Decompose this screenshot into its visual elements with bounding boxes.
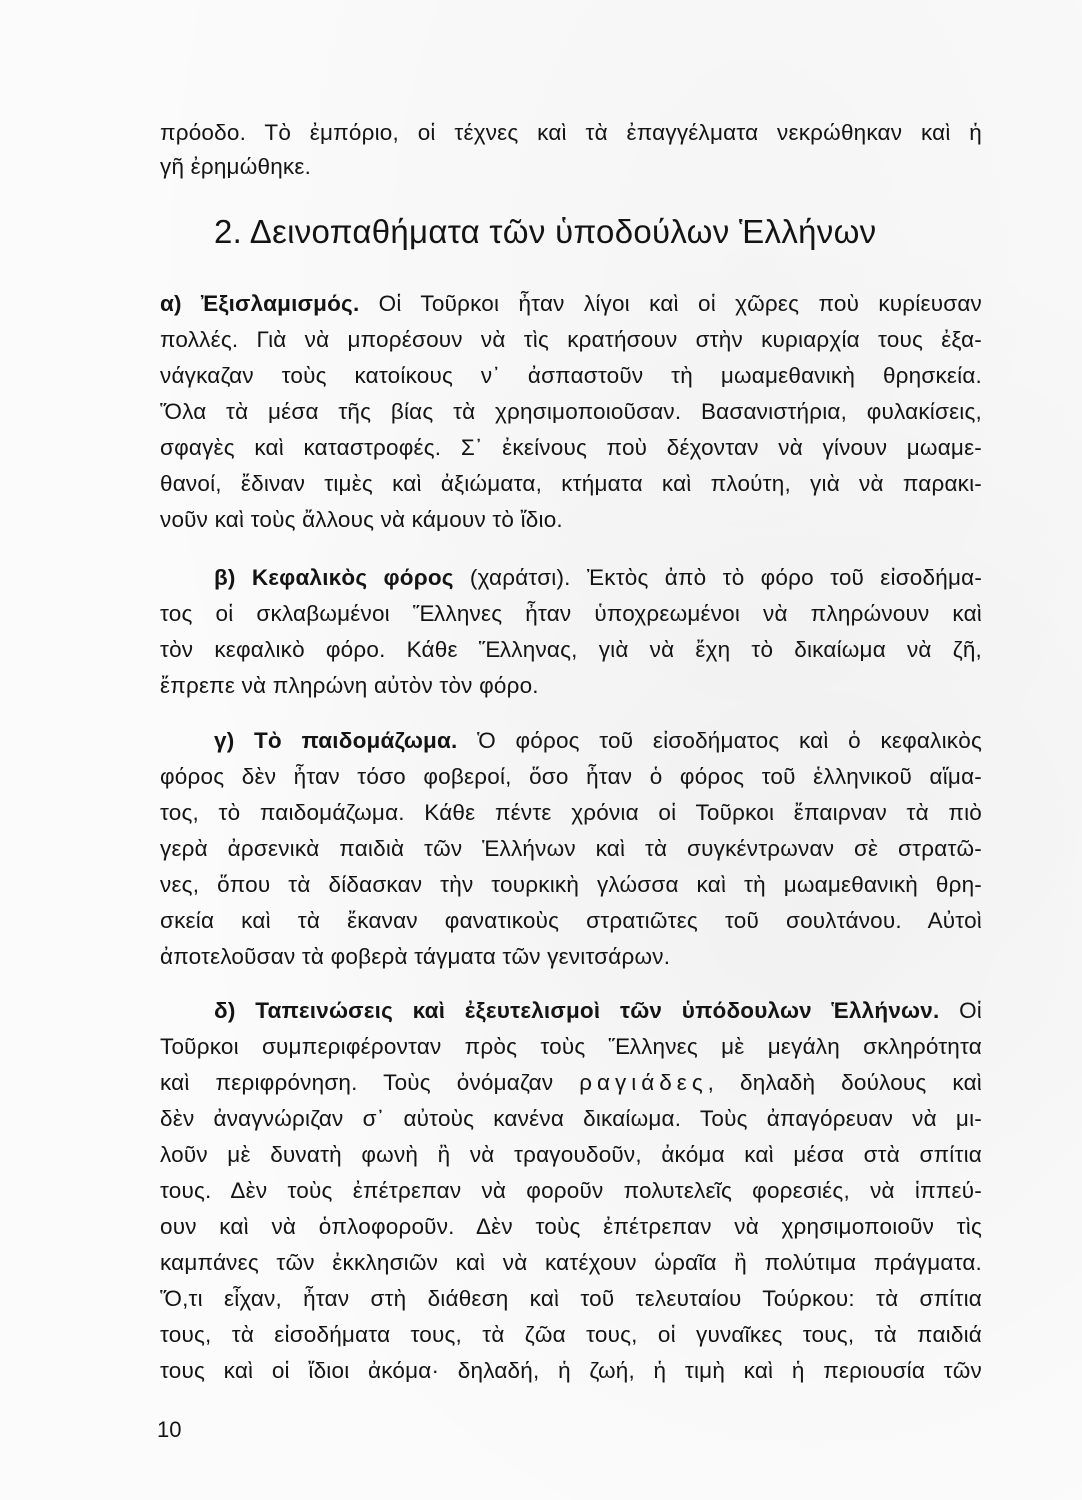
paragraph-line: τους, τὰ εἰσοδήματα τους, τὰ ζῶα τους, οἱ γυναῖκες τους, τὰ παιδιά [160, 1322, 982, 1347]
page-number: 10 [157, 1417, 182, 1442]
section-label: β) Κεφαλικὸς φόρος [214, 565, 454, 590]
section-gamma-first-line: γ) Τὸ παιδομάζωμα. Ὁ φόρος τοῦ εἰσοδήματος καὶ ὁ κεφαλικὸς [214, 728, 982, 753]
paragraph-line: γῆ ἐρημώθηκε. [160, 154, 312, 179]
paragraph-line: τος οἱ σκλαβωμένοι Ἕλληνες ἦταν ὑποχρεωμένοι νὰ πληρώνουν καὶ [160, 601, 982, 626]
paragraph-line: σκεία καὶ τὰ ἔκαναν φανατικοὺς στρατιῶτες τοῦ σουλτάνου. Αὐτοὶ [160, 908, 982, 933]
paragraph-line: τους. Δὲν τοὺς ἐπέτρεπαν νὰ φοροῦν πολυτελεῖς φορεσιές, νὰ ἱππεύ- [160, 1178, 982, 1203]
paragraph-line: ουν καὶ νὰ ὁπλοφοροῦν. Δὲν τοὺς ἐπέτρεπαν νὰ χρησιμοποιοῦν τὶς [160, 1214, 982, 1239]
section-label: δ) Ταπεινώσεις καὶ ἐξευτελισμοὶ τῶν ὑπόδουλων Ἑλλήνων. [214, 998, 940, 1023]
paragraph-line: δὲν ἀναγνώριζαν σ᾽ αὐτοὺς κανένα δικαίωμα. Τοὺς ἀπαγόρευαν νὰ μι- [160, 1106, 982, 1131]
paragraph-line: πολλές. Γιὰ νὰ μπορέσουν νὰ τὶς κρατήσουν στὴν κυριαρχία τους ἐξα- [160, 327, 982, 352]
paragraph-line: Τοῦρκοι συμπεριφέρονταν πρὸς τοὺς Ἕλληνες μὲ μεγάλη σκληρότητα [160, 1034, 982, 1059]
section-label: α) Ἐξισλαμισμός. [160, 291, 360, 316]
paragraph-line: Ὅλα τὰ μέσα τῆς βίας τὰ χρησιμοποιοῦσαν. Βασανιστήρια, φυλακίσεις, [160, 399, 982, 424]
paragraph-line: θανοί, ἔδιναν τιμὲς καὶ ἀξιώματα, κτήματα καὶ πλούτη, γιὰ νὰ παρακι- [160, 471, 982, 496]
chapter-heading: 2. Δεινοπαθήματα τῶν ὑποδούλων Ἑλλήνων [214, 213, 877, 250]
section-beta-first-line: β) Κεφαλικὸς φόρος (χαράτσι). Ἐκτὸς ἀπὸ τὸ φόρο τοῦ εἰσοδήμα- [214, 565, 983, 590]
section-alpha-first-line: α) Ἐξισλαμισμός. Οἱ Τοῦρκοι ἦταν λίγοι καὶ οἱ χῶρες ποὺ κυρίευσαν [160, 291, 982, 316]
paragraph-line: πρόοδο. Τὸ ἐμπόριο, οἱ τέχνες καὶ τὰ ἐπαγγέλματα νεκρώθηκαν καὶ ἡ [160, 120, 982, 145]
paragraph-line: ἔπρεπε νὰ πληρώνη αὐτὸν τὸν φόρο. [160, 673, 539, 698]
paragraph-line: Ὅ,τι εἶχαν, ἦταν στὴ διάθεση καὶ τοῦ τελευταίου Τούρκου: τὰ σπίτια [160, 1286, 982, 1311]
paragraph-line: καμπάνες τῶν ἐκκλησιῶν καὶ νὰ κατέχουν ὡραῖα ἢ πολύτιμα πράγματα. [160, 1250, 982, 1275]
paragraph-line: τὸν κεφαλικὸ φόρο. Κάθε Ἕλληνας, γιὰ νὰ ἔχη τὸ δικαίωμα νὰ ζῆ, [160, 637, 982, 662]
paragraph-line: ἀποτελοῦσαν τὰ φοβερὰ τάγματα τῶν γενιτσάρων. [160, 944, 671, 969]
paragraph-line: τους καὶ οἱ ἴδιοι ἀκόμα· δηλαδή, ἡ ζωή, ἡ τιμὴ καὶ ἡ περιουσία τῶν [160, 1358, 982, 1383]
paragraph-line: σφαγὲς καὶ καταστροφές. Σ᾽ ἐκείνους ποὺ δέχονταν νὰ γίνουν μωαμε- [160, 435, 982, 460]
paragraph-line-spaced-word: καὶ περιφρόνηση. Τοὺς ὀνόμαζαν ραγιάδες, δηλαδὴ δούλους καὶ [160, 1070, 982, 1095]
paragraph-line: νοῦν καὶ τοὺς ἄλλους νὰ κάμουν τὸ ἴδιο. [160, 507, 563, 532]
paragraph-line: νες, ὅπου τὰ δίδασκαν τὴν τουρκικὴ γλώσσα καὶ τὴ μωαμεθανικὴ θρη- [160, 872, 982, 897]
paragraph-line: νάγκαζαν τοὺς κατοίκους ν᾽ ἀσπαστοῦν τὴ μωαμεθανικὴ θρησκεία. [160, 363, 982, 388]
emphasized-word: ραγιάδες [579, 1070, 708, 1095]
paragraph-line: τος, τὸ παιδομάζωμα. Κάθε πέντε χρόνια οἱ Τοῦρκοι ἔπαιρναν τὰ πιὸ [160, 800, 982, 825]
paragraph-line: φόρος δὲν ἦταν τόσο φοβεροί, ὅσο ἦταν ὁ φόρος τοῦ ἑλληνικοῦ αἵμα- [160, 764, 982, 789]
paragraph-line: λοῦν μὲ δυνατὴ φωνὴ ἢ νὰ τραγουδοῦν, ἀκόμα καὶ μέσα στὰ σπίτια [160, 1142, 982, 1167]
paragraph-line: γερὰ ἀρσενικὰ παιδιὰ τῶν Ἑλλήνων καὶ τὰ συγκέντρωναν σὲ στρατῶ- [160, 836, 982, 861]
section-label: γ) Τὸ παιδομάζωμα. [214, 728, 458, 753]
section-delta-first-line: δ) Ταπεινώσεις καὶ ἐξευτελισμοὶ τῶν ὑπόδουλων Ἑλλήνων. Οἱ [214, 998, 982, 1023]
